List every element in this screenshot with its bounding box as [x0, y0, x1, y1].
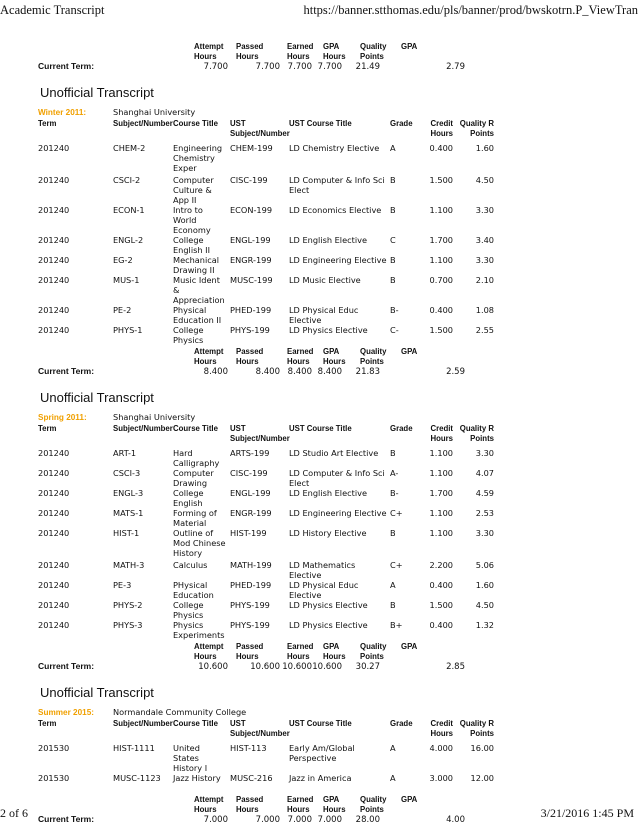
- column-header: Term: [38, 119, 57, 128]
- table-cell: ENGR-199: [230, 508, 272, 518]
- summary-header-cell: Quality Points: [360, 642, 387, 661]
- table-cell: 4.59: [475, 488, 494, 498]
- table-cell: 1.500: [429, 175, 453, 185]
- summary-header-cell: GPA: [401, 42, 418, 51]
- table-cell: Computer Drawing: [173, 468, 214, 488]
- table-cell: 201240: [38, 600, 70, 610]
- table-cell: B: [390, 275, 396, 285]
- table-cell: 201530: [38, 773, 70, 783]
- table-cell: 0.700: [429, 275, 453, 285]
- current-term-summary-row: [38, 61, 596, 73]
- term-section: [38, 685, 596, 826]
- column-header: Course Title: [173, 424, 218, 433]
- table-cell: LD Engineering Elective: [289, 508, 387, 518]
- summary-header-cell: Passed Hours: [236, 347, 264, 366]
- current-term-label: Current Term:: [38, 661, 95, 671]
- table-cell: B: [390, 175, 396, 185]
- summary-header-cell: Earned Hours: [287, 347, 314, 366]
- column-header: Grade: [390, 719, 413, 728]
- table-cell: C-: [390, 325, 399, 335]
- table-cell: 3.30: [475, 448, 494, 458]
- summary-header-row: [194, 42, 596, 61]
- column-header: Grade: [390, 119, 413, 128]
- column-header: UST Subject/Number: [230, 424, 290, 443]
- summary-header-row: [194, 795, 596, 814]
- table-cell: 2.10: [475, 275, 494, 285]
- current-term-label: Current Term:: [38, 366, 95, 376]
- column-header: UST Course Title: [289, 119, 352, 128]
- table-cell: 1.60: [475, 143, 494, 153]
- table-cell: 1.32: [475, 620, 494, 630]
- table-cell: 4.50: [475, 175, 494, 185]
- table-cell: College Physics: [173, 325, 204, 345]
- column-header: Term: [38, 424, 57, 433]
- summary-value-passed: 8.400: [255, 367, 280, 377]
- table-cell: 1.500: [429, 600, 453, 610]
- summary-header-cell: GPA: [401, 642, 418, 651]
- column-header: Term: [38, 719, 57, 728]
- table-cell: LD Physics Elective: [289, 600, 368, 610]
- table-cell: ENGR-199: [230, 255, 272, 265]
- summary-header-cell: Passed Hours: [236, 642, 264, 661]
- table-cell: 1.100: [429, 468, 453, 478]
- table-cell: Engineering Chemistry Exper: [173, 143, 223, 173]
- table-cell: LD Computer & Info Sci Elect: [289, 468, 385, 488]
- table-cell: LD Mathematics Elective: [289, 560, 356, 580]
- summary-value-earned: 8.400: [287, 367, 312, 377]
- summary-header-row: [194, 347, 596, 366]
- column-header: UST Course Title: [289, 424, 352, 433]
- table-cell: ECON-199: [230, 205, 273, 215]
- table-cell: C+: [390, 508, 403, 518]
- table-cell: PHYS-199: [230, 600, 270, 610]
- table-cell: 0.400: [429, 143, 453, 153]
- table-cell: HIST-1111: [113, 743, 155, 753]
- page-header-url: https://banner.stthomas.edu/pls/banner/prod/bwskotrn.P_ViewTran: [303, 3, 638, 17]
- table-cell: MUS-1: [113, 275, 140, 285]
- table-cell: ARTS-199: [230, 448, 270, 458]
- table-cell: PE-3: [113, 580, 132, 590]
- table-cell: B: [390, 255, 396, 265]
- summary-header-cell: Earned Hours: [287, 795, 314, 814]
- summary-value-earned: 7.700: [287, 62, 312, 72]
- page-footer-count: 2 of 6: [0, 806, 28, 820]
- summary-value-quality: 21.49: [355, 62, 380, 72]
- table-cell: Early Am/Global Perspective: [289, 743, 355, 763]
- summary-value-gpa-hours: 8.400: [317, 367, 342, 377]
- table-cell: LD English Elective: [289, 488, 367, 498]
- summary-header-cell: Attempt Hours: [194, 42, 224, 61]
- table-cell: A: [390, 143, 396, 153]
- table-cell: ECON-1: [113, 205, 145, 215]
- table-cell: 201240: [38, 508, 70, 518]
- table-cell: PHYS-1: [113, 325, 143, 335]
- page-header-title: Academic Transcript: [0, 3, 105, 17]
- summary-header-cell: GPA Hours: [323, 795, 346, 814]
- summary-value-gpa: 2.79: [446, 62, 465, 72]
- table-cell: LD Chemistry Elective: [289, 143, 380, 153]
- table-cell: 4.000: [429, 743, 453, 753]
- table-cell: 3.30: [475, 255, 494, 265]
- table-cell: LD Music Elective: [289, 275, 361, 285]
- column-header: Quality R Points: [459, 424, 494, 443]
- column-header: UST Subject/Number: [230, 719, 290, 738]
- table-cell: Mechanical Drawing II: [173, 255, 220, 275]
- column-header: Course Title: [173, 119, 218, 128]
- table-cell: B-: [390, 305, 399, 315]
- unofficial-transcript-title: Unofficial Transcript: [40, 390, 154, 405]
- summary-value-earned: 7.000: [287, 815, 312, 825]
- table-cell: MUSC-199: [230, 275, 273, 285]
- summary-header-cell: GPA: [401, 347, 418, 356]
- column-header: Grade: [390, 424, 413, 433]
- summary-header-cell: Attempt Hours: [194, 795, 224, 814]
- term-section: [38, 85, 596, 378]
- column-header: Quality R Points: [459, 119, 494, 138]
- column-header: UST Subject/Number: [230, 119, 290, 138]
- table-cell: 201240: [38, 143, 70, 153]
- table-cell: 201530: [38, 743, 70, 753]
- table-cell: ENGL-199: [230, 488, 271, 498]
- term-heading: [38, 707, 596, 718]
- table-cell: United States History I: [173, 743, 208, 773]
- table-cell: PHYS-2: [113, 600, 143, 610]
- current-term-summary-row: [38, 366, 596, 378]
- table-cell: PHYS-199: [230, 325, 270, 335]
- table-cell: CISC-199: [230, 468, 268, 478]
- course-table: [38, 119, 596, 345]
- table-cell: 3.30: [475, 528, 494, 538]
- table-cell: 4.50: [475, 600, 494, 610]
- table-cell: CISC-199: [230, 175, 268, 185]
- course-table: [38, 424, 596, 640]
- table-cell: CHEM-199: [230, 143, 273, 153]
- summary-value-gpa-hours: 7.700: [317, 62, 342, 72]
- table-cell: LD History Elective: [289, 528, 367, 538]
- table-cell: Physical Education II: [173, 305, 222, 325]
- column-header: Credit Hours: [430, 719, 453, 738]
- column-header: Course Title: [173, 719, 218, 728]
- summary-value-passed: 7.000: [255, 815, 280, 825]
- table-cell: PHYS-3: [113, 620, 143, 630]
- table-cell: Jazz in America: [289, 773, 352, 783]
- table-cell: Physics Experiments: [173, 620, 225, 640]
- table-cell: 1.100: [429, 508, 453, 518]
- table-cell: Jazz History: [173, 773, 221, 783]
- table-cell: LD Physical Educ Elective: [289, 580, 359, 600]
- table-cell: MATH-3: [113, 560, 145, 570]
- table-cell: B+: [390, 620, 403, 630]
- table-cell: CSCI-3: [113, 468, 141, 478]
- table-cell: PHYS-199: [230, 620, 270, 630]
- table-cell: C+: [390, 560, 403, 570]
- summary-value-gpa-hours: 7.000: [317, 815, 342, 825]
- summary-value-attempt: 8.400: [203, 367, 228, 377]
- table-cell: 201240: [38, 305, 70, 315]
- summary-value-earned: 10.600: [282, 662, 312, 672]
- table-cell: HIST-199: [230, 528, 267, 538]
- table-cell: PHED-199: [230, 305, 272, 315]
- institution-name: Normandale Community College: [113, 707, 247, 717]
- table-cell: MATS-1: [113, 508, 144, 518]
- summary-header-row: [194, 642, 596, 661]
- table-cell: 12.00: [470, 773, 494, 783]
- table-cell: College Physics: [173, 600, 204, 620]
- table-cell: LD Physical Educ Elective: [289, 305, 359, 325]
- summary-header-cell: GPA Hours: [323, 42, 346, 61]
- table-cell: 201240: [38, 580, 70, 590]
- table-cell: Music Ident & Appreciation: [173, 275, 225, 305]
- column-header: Credit Hours: [430, 119, 453, 138]
- table-cell: LD Computer & Info Sci Elect: [289, 175, 385, 195]
- summary-header-cell: Quality Points: [360, 347, 387, 366]
- table-cell: PHED-199: [230, 580, 272, 590]
- summary-value-attempt: 10.600: [198, 662, 228, 672]
- table-cell: HIST-1: [113, 528, 140, 538]
- table-cell: 5.06: [475, 560, 494, 570]
- table-cell: 201240: [38, 205, 70, 215]
- summary-value-quality: 30.27: [355, 662, 380, 672]
- table-cell: 201240: [38, 620, 70, 630]
- unofficial-transcript-title: Unofficial Transcript: [40, 85, 154, 100]
- summary-header-cell: Earned Hours: [287, 642, 314, 661]
- table-cell: A-: [390, 468, 399, 478]
- term-name: Winter 2011:: [38, 108, 87, 117]
- table-cell: 16.00: [470, 743, 494, 753]
- table-cell: A: [390, 743, 396, 753]
- summary-value-gpa: 2.85: [446, 662, 465, 672]
- table-cell: LD Engineering Elective: [289, 255, 387, 265]
- table-cell: 1.60: [475, 580, 494, 590]
- summary-value-attempt: 7.700: [203, 62, 228, 72]
- table-cell: 3.000: [429, 773, 453, 783]
- table-cell: 1.08: [475, 305, 494, 315]
- table-cell: B: [390, 600, 396, 610]
- table-cell: College English: [173, 488, 204, 508]
- table-cell: ENGL-199: [230, 235, 271, 245]
- term-name: Summer 2015:: [38, 708, 94, 717]
- table-cell: 2.53: [475, 508, 494, 518]
- table-cell: B: [390, 528, 396, 538]
- summary-header-cell: Passed Hours: [236, 42, 264, 61]
- column-header: Subject/Number: [113, 424, 173, 433]
- table-cell: CSCI-2: [113, 175, 141, 185]
- current-term-summary-row: [38, 814, 596, 826]
- table-cell: 201240: [38, 255, 70, 265]
- table-cell: 201240: [38, 275, 70, 285]
- institution-name: Shanghai University: [113, 107, 196, 117]
- table-cell: Hard Calligraphy: [173, 448, 220, 468]
- table-cell: Computer Culture & App II: [173, 175, 214, 205]
- table-cell: 1.500: [429, 325, 453, 335]
- table-cell: 201240: [38, 468, 70, 478]
- unofficial-transcript-title: Unofficial Transcript: [40, 685, 154, 700]
- summary-value-quality: 28.00: [355, 815, 380, 825]
- table-cell: 1.700: [429, 488, 453, 498]
- column-header: UST Course Title: [289, 719, 352, 728]
- table-cell: 1.100: [429, 528, 453, 538]
- table-cell: HIST-113: [230, 743, 267, 753]
- table-cell: Intro to World Economy: [173, 205, 211, 235]
- table-cell: LD Studio Art Elective: [289, 448, 379, 458]
- table-cell: LD Economics Elective: [289, 205, 382, 215]
- current-term-label: Current Term:: [38, 814, 95, 824]
- table-cell: 0.400: [429, 580, 453, 590]
- table-cell: 0.400: [429, 620, 453, 630]
- table-cell: ART-1: [113, 448, 137, 458]
- table-cell: 2.200: [429, 560, 453, 570]
- table-cell: PE-2: [113, 305, 132, 315]
- table-cell: PHysical Education: [173, 580, 214, 600]
- table-cell: B: [390, 448, 396, 458]
- table-cell: ENGL-3: [113, 488, 144, 498]
- summary-header-cell: Attempt Hours: [194, 347, 224, 366]
- table-cell: College English II: [173, 235, 210, 255]
- current-term-summary-row: [38, 661, 596, 673]
- table-cell: MUSC-1123: [113, 773, 161, 783]
- summary-value-attempt: 7.000: [203, 815, 228, 825]
- table-cell: 201240: [38, 325, 70, 335]
- current-term-label: Current Term:: [38, 61, 95, 71]
- table-cell: 1.100: [429, 448, 453, 458]
- summary-value-passed: 7.700: [255, 62, 280, 72]
- table-cell: 1.100: [429, 205, 453, 215]
- summary-value-gpa-hours: 10.600: [312, 662, 342, 672]
- table-cell: 1.100: [429, 255, 453, 265]
- table-cell: A: [390, 580, 396, 590]
- summary-value-quality: 21.83: [355, 367, 380, 377]
- table-cell: LD Physics Elective: [289, 325, 368, 335]
- table-cell: C: [390, 235, 396, 245]
- column-header: Subject/Number: [113, 719, 173, 728]
- table-cell: CHEM-2: [113, 143, 146, 153]
- table-cell: A: [390, 773, 396, 783]
- table-cell: 201240: [38, 528, 70, 538]
- table-cell: 201240: [38, 488, 70, 498]
- summary-header-cell: Quality Points: [360, 795, 387, 814]
- table-cell: Calculus: [173, 560, 208, 570]
- summary-header-cell: Earned Hours: [287, 42, 314, 61]
- column-header: Credit Hours: [430, 424, 453, 443]
- table-cell: 3.30: [475, 205, 494, 215]
- table-cell: 3.40: [475, 235, 494, 245]
- summary-header-cell: Passed Hours: [236, 795, 264, 814]
- course-table: [38, 719, 596, 793]
- table-cell: B: [390, 205, 396, 215]
- summary-value-gpa: 4.00: [446, 815, 465, 825]
- table-cell: 0.400: [429, 305, 453, 315]
- table-cell: LD Physics Elective: [289, 620, 368, 630]
- table-cell: Forming of Material: [173, 508, 217, 528]
- table-cell: 201240: [38, 560, 70, 570]
- summary-value-passed: 10.600: [250, 662, 280, 672]
- term-heading: [38, 412, 596, 423]
- table-cell: MATH-199: [230, 560, 272, 570]
- institution-name: Shanghai University: [113, 412, 196, 422]
- transcript-content: [38, 40, 596, 826]
- term-name: Spring 2011:: [38, 413, 87, 422]
- page-footer-datetime: 3/21/2016 1:45 PM: [540, 806, 634, 820]
- table-cell: Outline of Mod Chinese History: [173, 528, 226, 558]
- table-cell: ENGL-2: [113, 235, 144, 245]
- table-cell: 201240: [38, 175, 70, 185]
- column-header: Subject/Number: [113, 119, 173, 128]
- table-cell: MUSC-216: [230, 773, 273, 783]
- table-cell: B-: [390, 488, 399, 498]
- table-cell: 2.55: [475, 325, 494, 335]
- term-section: [38, 390, 596, 673]
- table-cell: EG-2: [113, 255, 133, 265]
- summary-header-cell: GPA Hours: [323, 642, 346, 661]
- summary-header-cell: GPA: [401, 795, 418, 804]
- table-cell: 4.07: [475, 468, 494, 478]
- table-cell: 1.700: [429, 235, 453, 245]
- table-cell: 201240: [38, 235, 70, 245]
- summary-header-cell: Attempt Hours: [194, 642, 224, 661]
- table-cell: 201240: [38, 448, 70, 458]
- table-cell: LD English Elective: [289, 235, 367, 245]
- summary-header-cell: Quality Points: [360, 42, 387, 61]
- summary-header-cell: GPA Hours: [323, 347, 346, 366]
- summary-value-gpa: 2.59: [446, 367, 465, 377]
- term-heading: [38, 107, 596, 118]
- column-header: Quality R Points: [459, 719, 494, 738]
